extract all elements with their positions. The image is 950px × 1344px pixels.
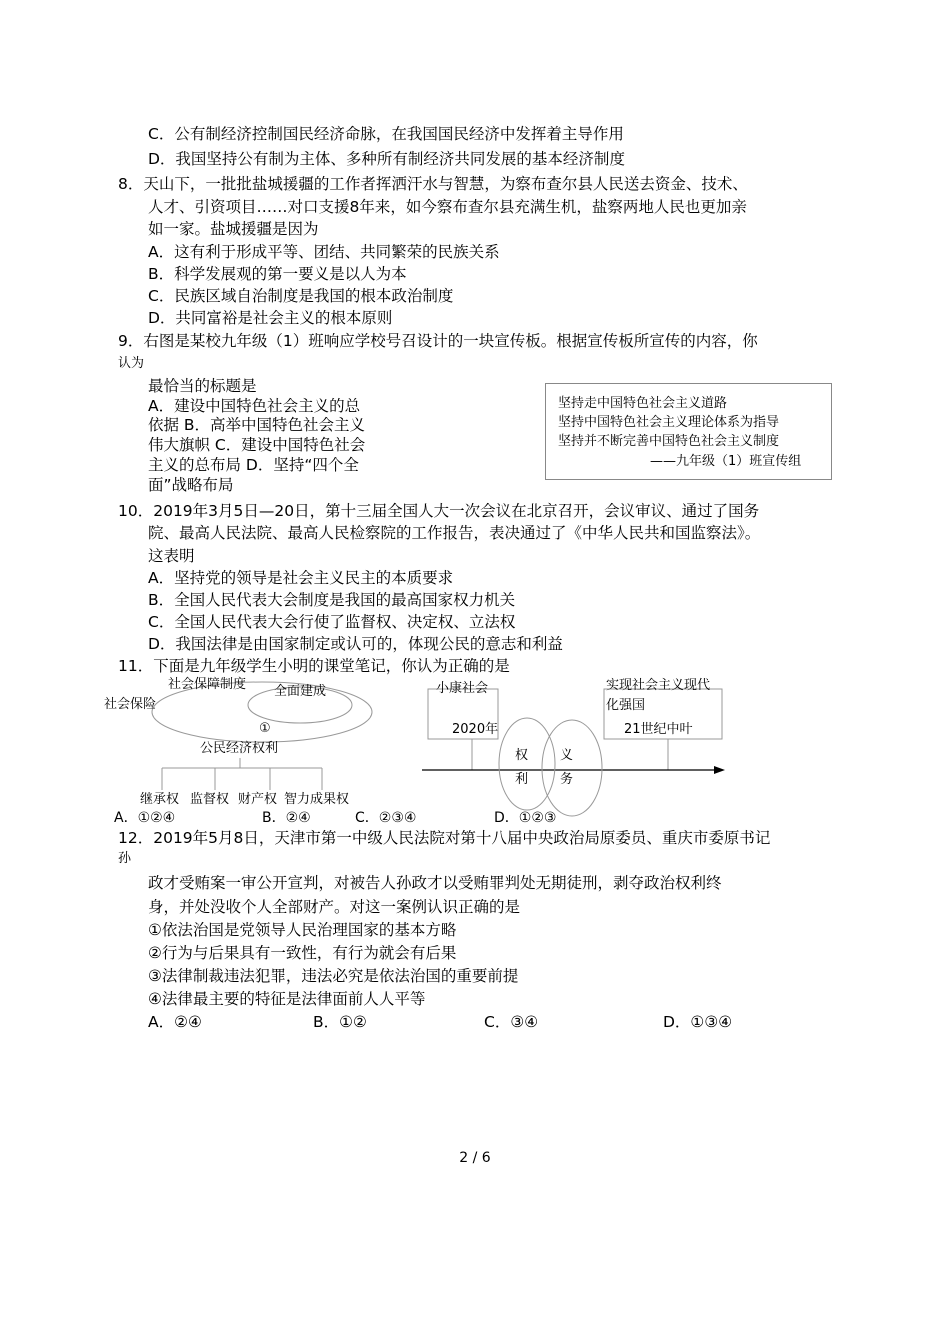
q9-stem-line1: 9．右图是某校九年级（1）班响应学校号召设计的一块宣传板。根据宣传板所宣传的内容，你 xyxy=(118,332,758,350)
q12-option-c: C．③④ xyxy=(484,1013,539,1031)
q9-stem-line1b: 认为 xyxy=(118,356,145,371)
q7-option-c: C．公有制经济控制国民经济命脉，在我国国民经济中发挥着主导作用 xyxy=(148,125,624,143)
diagram2-year-2020: 2020年 xyxy=(452,722,499,737)
diagram1-marker-1: ① xyxy=(259,721,271,736)
q10-option-c: C．全国人民代表大会行使了监督权、决定权、立法权 xyxy=(148,613,516,631)
q9-stem-line2: 最恰当的标题是 xyxy=(148,377,257,395)
q9-options-line5: 面”战略布局 xyxy=(148,476,234,494)
q9-options-line2: 依据 B．高举中国特色社会主义 xyxy=(148,416,366,434)
diagram1-economic-rights: 公民经济权利 xyxy=(200,741,279,756)
q10-stem-line3: 这表明 xyxy=(148,547,195,565)
q12-option-d: D．①③④ xyxy=(663,1013,733,1031)
q10-stem-line2: 院、最高人民法院、最高人民检察院的工作报告，表决通过了《中华人民共和国监察法》。 xyxy=(148,524,761,542)
diagram1-leaf-supervision: 监督权 xyxy=(190,792,230,807)
q11-stem: 11．下面是九年级学生小明的课堂笔记，你认为正确的是 xyxy=(118,657,510,675)
diagram1-social-insurance: 社会保险 xyxy=(104,697,157,712)
diagram2-modern-line2: 化强国 xyxy=(606,698,646,713)
q10-stem-line1: 10．2019年3月5日—20日，第十三届全国人大一次会议在北京召开，会议审议、通过了国务 xyxy=(118,502,760,520)
diagram2-xiaokang: 小康社会 xyxy=(436,681,489,696)
q12-option-b: B．①② xyxy=(313,1013,367,1031)
q8-option-a: A．这有利于形成平等、团结、共同繁荣的民族关系 xyxy=(148,243,500,261)
diagram3-quan: 权 xyxy=(515,748,529,763)
diagram3-li: 利 xyxy=(515,772,529,787)
diagram2-mid-21st-century: 21世纪中叶 xyxy=(624,722,693,737)
q9-options-line1: A．建设中国特色社会主义的总 xyxy=(148,397,361,415)
q12-stem-line3: 身，并处没收个人全部财产。对这一案例认识正确的是 xyxy=(148,898,521,916)
diagram3-left-ellipse xyxy=(499,718,555,810)
board-line-3: 坚持并不断完善中国特色社会主义制度 xyxy=(558,434,780,449)
q9-options-line4: 主义的总布局 D．坚持“四个全 xyxy=(148,456,359,474)
board-signature: ——九年级（1）班宣传组 xyxy=(650,454,802,469)
q8-option-c: C．民族区域自治制度是我国的根本政治制度 xyxy=(148,287,454,305)
diagram1-leaf-inheritance: 继承权 xyxy=(140,792,180,807)
q11-option-d: D．①②③ xyxy=(494,810,557,826)
q10-option-b: B．全国人民代表大会制度是我国的最高国家权力机关 xyxy=(148,591,516,609)
q7-option-d: D．我国坚持公有制为主体、多种所有制经济共同发展的基本经济制度 xyxy=(148,150,625,168)
q11-option-a: A．①②④ xyxy=(114,810,176,826)
q11-option-b: B．②④ xyxy=(262,810,311,826)
diagram1-social-security-system: 社会保障制度 xyxy=(168,677,247,692)
q10-option-a: A．坚持党的领导是社会主义民主的本质要求 xyxy=(148,569,454,587)
diagram2-modern-line1: 实现社会主义现代 xyxy=(606,678,711,693)
q9-options-line3: 伟大旗帜 C．建设中国特色社会 xyxy=(148,436,366,454)
q12-stem-line1b: 孙 xyxy=(118,851,132,866)
diagram3-yi: 义 xyxy=(560,748,574,763)
q8-stem-line1: 8．天山下，一批批盐城援疆的工作者挥洒汗水与智慧，为察布查尔县人民送去资金、技术、 xyxy=(118,175,748,193)
q12-statement-2: ②行为与后果具有一致性，有行为就会有后果 xyxy=(148,944,457,962)
board-line-2: 坚持中国特色社会主义理论体系为指导 xyxy=(558,415,780,430)
q12-stem-line2: 政才受贿案一审公开宣判，对被告人孙政才以受贿罪判处无期徒刑，剥夺政治权利终 xyxy=(148,874,722,892)
diagram1-leaf-intellectual: 智力成果权 xyxy=(284,792,350,807)
diagram1-comprehensive-build: 全面建成 xyxy=(274,684,327,699)
board-line-1: 坚持走中国特色社会主义道路 xyxy=(558,396,728,411)
q8-stem-line3: 如一家。盐城援疆是因为 xyxy=(148,220,319,238)
q12-statement-4: ④法律最主要的特征是法律面前人人平等 xyxy=(148,990,426,1008)
q8-option-d: D．共同富裕是社会主义的根本原则 xyxy=(148,309,393,327)
diagram2-arrowhead xyxy=(714,766,725,774)
diagram3-right-ellipse xyxy=(542,720,602,816)
q8-stem-line2: 人才、引资项目……对口支援8年来，如今察布查尔县充满生机，盐察两地人民也更加亲 xyxy=(148,198,747,216)
diagram3-wu: 务 xyxy=(560,772,574,787)
q11-option-c: C．②③④ xyxy=(355,810,417,826)
page-number: 2 / 6 xyxy=(459,1150,491,1166)
diagram1-leaf-property: 财产权 xyxy=(238,792,278,807)
q12-stem-line1: 12．2019年5月8日，天津市第一中级人民法院对第十八届中央政治局原委员、重庆市委原书记 xyxy=(118,829,771,847)
q12-statement-3: ③法律制裁违法犯罪，违法必究是依法治国的重要前提 xyxy=(148,967,519,985)
q10-option-d: D．我国法律是由国家制定或认可的，体现公民的意志和利益 xyxy=(148,635,563,653)
q12-statement-1: ①依法治国是党领导人民治理国家的基本方略 xyxy=(148,921,457,939)
q12-option-a: A．②④ xyxy=(148,1013,202,1031)
q8-option-b: B．科学发展观的第一要义是以人为本 xyxy=(148,265,407,283)
